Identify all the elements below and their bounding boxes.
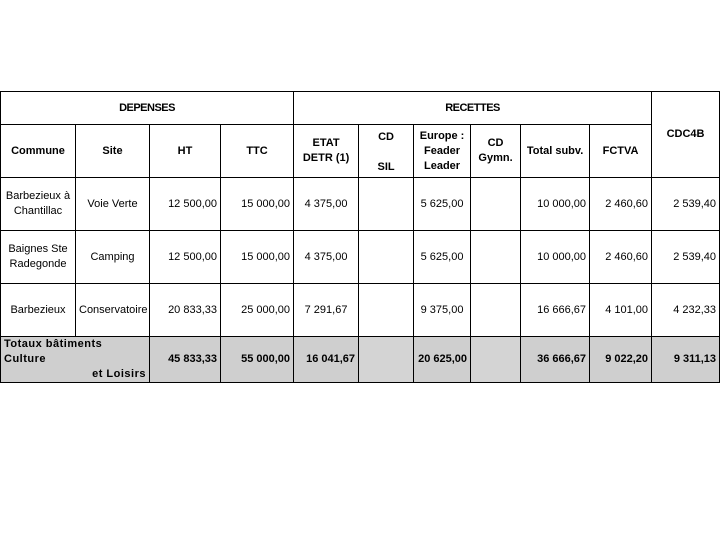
- europe-header-line2: Feader: [424, 144, 461, 157]
- total-cd-gymn-cell: [471, 337, 521, 383]
- cd-sil-header-line2: SIL: [377, 160, 395, 173]
- europe-header: [414, 125, 471, 178]
- etat-header-line1: ETAT: [312, 137, 340, 149]
- site-cell: Conservatoire: [76, 284, 150, 337]
- commune-line2: Radegonde: [9, 258, 67, 270]
- cd-sil-header-line1: CD: [378, 130, 394, 143]
- total-subv-total-cell: 36 666,67: [521, 337, 590, 383]
- total-cd-sil-cell: [359, 337, 414, 383]
- group-header-row: [1, 92, 720, 125]
- commune-line2: Chantillac: [13, 205, 63, 217]
- europe-cell: 9 375,00: [414, 284, 471, 337]
- commune-line1: Barbezieux: [10, 303, 66, 316]
- cd-gymn-header: [471, 125, 521, 178]
- cdc4b-cell: 4 232,33: [652, 284, 720, 337]
- europe-cell: 5 625,00: [414, 178, 471, 231]
- cd-sil-header: [359, 125, 414, 178]
- cd-sil-cell: [359, 284, 414, 337]
- table-row: [1, 284, 720, 337]
- europe-header-line3: Leader: [424, 159, 461, 172]
- total-subv-header: Total subv.: [521, 125, 590, 178]
- ht-cell: 12 500,00: [150, 231, 221, 284]
- etat-cell: 4 375,00: [294, 231, 359, 284]
- cdc4b-header: CDC4B: [652, 92, 720, 178]
- total-etat-cell: 16 041,67: [294, 337, 359, 383]
- totals-label-line1: Totaux bâtiments Culture: [4, 338, 103, 365]
- europe-cell: 5 625,00: [414, 231, 471, 284]
- totals-label-line2: et Loisirs: [92, 368, 146, 380]
- ttc-cell: 15 000,00: [221, 178, 294, 231]
- budget-table: [0, 91, 720, 383]
- commune-cell: [1, 284, 76, 337]
- cd-sil-cell: [359, 231, 414, 284]
- total-ht-cell: 45 833,33: [150, 337, 221, 383]
- ht-header: HT: [150, 125, 221, 178]
- cdc4b-cell: 2 539,40: [652, 231, 720, 284]
- cd-gymn-header-line2: Gymn.: [478, 152, 513, 164]
- fctva-cell: 2 460,60: [590, 231, 652, 284]
- table-row: [1, 231, 720, 284]
- cdc4b-cell: 2 539,40: [652, 178, 720, 231]
- etat-header-line2: DETR (1): [302, 152, 350, 164]
- commune-line1: Baignes Ste: [8, 243, 68, 255]
- total-subv-cell: 10 000,00: [521, 231, 590, 284]
- site-header: Site: [76, 125, 150, 178]
- recettes-header: RECETTES: [294, 92, 652, 125]
- commune-line1: Barbezieux à: [5, 190, 71, 202]
- cd-gymn-header-line1: CD: [487, 137, 504, 149]
- ht-cell: 12 500,00: [150, 178, 221, 231]
- total-cdc4b-cell: 9 311,13: [652, 337, 720, 383]
- fctva-cell: 4 101,00: [590, 284, 652, 337]
- totals-label: [1, 337, 150, 383]
- commune-cell: [1, 178, 76, 231]
- etat-cell: 7 291,67: [294, 284, 359, 337]
- site-cell: Camping: [76, 231, 150, 284]
- etat-cell: 4 375,00: [294, 178, 359, 231]
- cd-sil-cell: [359, 178, 414, 231]
- commune-header: Commune: [1, 125, 76, 178]
- cd-gymn-cell: [471, 178, 521, 231]
- fctva-header: FCTVA: [590, 125, 652, 178]
- totals-row: [1, 337, 720, 383]
- fctva-cell: 2 460,60: [590, 178, 652, 231]
- depenses-header: DEPENSES: [1, 92, 294, 125]
- column-header-row: [1, 125, 720, 178]
- total-europe-cell: 20 625,00: [414, 337, 471, 383]
- commune-cell: [1, 231, 76, 284]
- total-subv-cell: 10 000,00: [521, 178, 590, 231]
- ttc-header: TTC: [221, 125, 294, 178]
- table-row: [1, 178, 720, 231]
- europe-header-line1: Europe :: [419, 129, 465, 142]
- etat-header: [294, 125, 359, 178]
- total-fctva-cell: 9 022,20: [590, 337, 652, 383]
- total-subv-cell: 16 666,67: [521, 284, 590, 337]
- ht-cell: 20 833,33: [150, 284, 221, 337]
- ttc-cell: 15 000,00: [221, 231, 294, 284]
- total-ttc-cell: 55 000,00: [221, 337, 294, 383]
- site-cell: Voie Verte: [76, 178, 150, 231]
- cd-gymn-cell: [471, 284, 521, 337]
- cd-gymn-cell: [471, 231, 521, 284]
- ttc-cell: 25 000,00: [221, 284, 294, 337]
